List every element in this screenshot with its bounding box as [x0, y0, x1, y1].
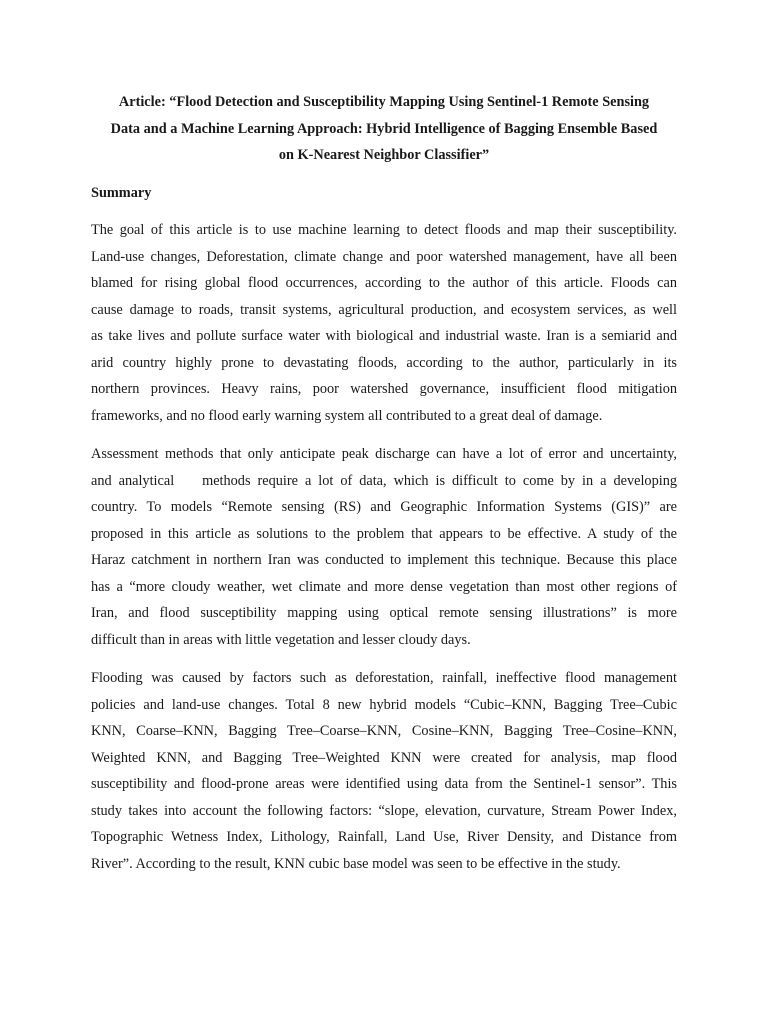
- text-line: Assessment methods that only anticipate peak discharge can have a lot of error and uncertainty,: [91, 446, 677, 462]
- text-line: has a “more cloudy weather, wet climate and more dense vegetation than most other regions of: [91, 578, 677, 595]
- title-line: Article: “Flood Detection and Susceptibility Mapping Using Sentinel-1 Remote Sensing: [118, 94, 650, 110]
- text-line: susceptibility and flood-prone areas were identified using data from the Sentinel-1 sensor”. This: [91, 776, 677, 792]
- text-line: The goal of this article is to use machine learning to detect floods and map their susceptibility.: [91, 222, 677, 238]
- text-line: Iran, and flood susceptibility mapping using optical remote sensing illustrations” is more: [91, 605, 677, 621]
- title-line: on K-Nearest Neighbor Classifier”: [278, 147, 490, 163]
- text-line: northern provinces. Heavy rains, poor watershed governance, insufficient flood mitigation: [91, 381, 677, 397]
- text-line: Land-use changes, Deforestation, climate change and poor watershed management, have all been: [91, 248, 677, 265]
- paragraph-3: [91, 665, 677, 877]
- text-line: Haraz catchment in northern Iran was conducted to implement this technique. Because this place: [91, 552, 677, 568]
- text-line: Weighted KNN, and Bagging Tree–Weighted KNN were created for analysis, map flood: [91, 749, 677, 766]
- text-line: River”. According to the result, KNN cubic base model was seen to be effective in the study.: [91, 855, 621, 872]
- text-line: difficult than in areas with little vegetation and lesser cloudy days.: [91, 631, 471, 648]
- text-line: frameworks, and no flood early warning system all contributed to a great deal of damage.: [91, 407, 603, 424]
- document-page: [91, 89, 677, 877]
- text-line: and analytical methods require a lot of data, which is difficult to come by in a developing: [91, 472, 677, 489]
- title-line: Data and a Machine Learning Approach: Hybrid Intelligence of Bagging Ensemble Based: [110, 120, 658, 137]
- article-title: [91, 89, 677, 169]
- paragraph-1: [91, 217, 677, 429]
- text-line: KNN, Coarse–KNN, Bagging Tree–Coarse–KNN, Cosine–KNN, Bagging Tree–Cosine–KNN,: [91, 723, 677, 739]
- text-line: country. To models “Remote sensing (RS) and Geographic Information Systems (GIS)” are: [91, 499, 677, 515]
- text-line: arid country highly prone to devastating floods, according to the author, particularly in its: [91, 354, 677, 371]
- paragraph-2: [91, 441, 677, 653]
- text-line: Flooding was caused by factors such as deforestation, rainfall, ineffective flood management: [91, 670, 677, 686]
- text-line: Topographic Wetness Index, Lithology, Rainfall, Land Use, River Density, and Distance from: [91, 829, 677, 845]
- text-line: cause damage to roads, transit systems, agricultural production, and ecosystem services, as well: [91, 301, 677, 318]
- text-line: as take lives and pollute surface water with biological and industrial waste. Iran is a semiarid and: [91, 328, 677, 344]
- text-line: policies and land-use changes. Total 8 new hybrid models “Cubic–KNN, Bagging Tree–Cubic: [91, 696, 677, 713]
- text-line: proposed in this article as solutions to the problem that appears to be effective. A study of the: [91, 525, 677, 542]
- text-line: study takes into account the following factors: “slope, elevation, curvature, Stream Power Index,: [91, 802, 677, 819]
- text-line: blamed for rising global flood occurrences, according to the author of this article. Floods can: [91, 275, 677, 291]
- section-heading-summary: Summary: [91, 184, 152, 201]
